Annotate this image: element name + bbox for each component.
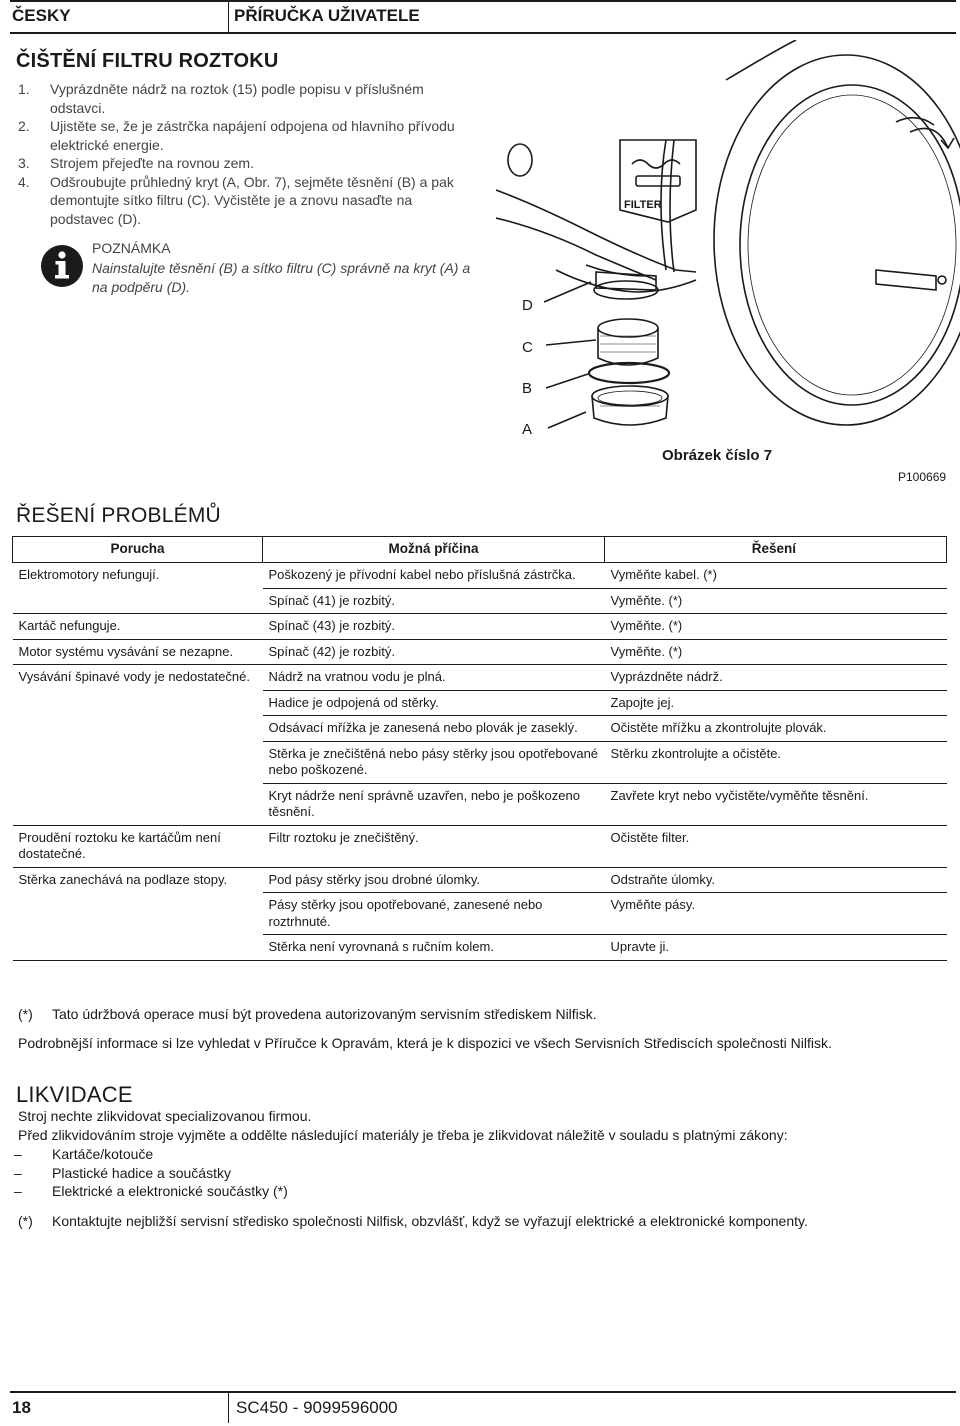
table-row xyxy=(13,893,947,935)
table-row xyxy=(13,665,947,691)
cell-cause: Kryt nádrže není správně uzavřen, nebo je poškozeno těsnění. xyxy=(263,783,605,825)
page-number: 18 xyxy=(12,1398,31,1417)
step-text: Strojem přejeďte na rovnou zem. xyxy=(50,155,254,171)
cell-fault: Stěrka zanechává na podlaze stopy. xyxy=(13,867,263,893)
cell-solution: Vyprázdněte nádrž. xyxy=(605,665,947,691)
filter-steps xyxy=(18,80,468,228)
footnote-mark: (*) xyxy=(18,1006,33,1022)
cell-solution: Upravte ji. xyxy=(605,935,947,961)
step-text: Odšroubujte průhledný kryt (A, Obr. 7), sejměte těsnění (B) a pak demontujte sítko filtru (C). Vyčistěte je a znovu nasaďte na podstavec (D). xyxy=(50,173,454,227)
list-item xyxy=(14,1164,288,1183)
info-icon xyxy=(40,244,84,288)
cell-cause: Spínač (41) je rozbitý. xyxy=(263,588,605,614)
footer-separator xyxy=(228,1393,229,1423)
step-text: Ujistěte se, že je zástrčka napájení odpojena od hlavního přívodu elektrické energie. xyxy=(50,118,455,153)
list-item-text: Plastické hadice a součástky xyxy=(52,1164,231,1181)
table-row xyxy=(13,716,947,742)
more-info-text: Podrobnější informace si lze vyhledat v Příručce k Opravám, která je k dispozici ve všech Servisních Střediscích společnosti Nilfisk. xyxy=(18,1035,832,1051)
col-header-cause: Možná příčina xyxy=(263,537,605,563)
header-rule xyxy=(10,0,956,2)
cell-fault: Kartáč nefunguje. xyxy=(13,614,263,640)
cell-fault: Proudění roztoku ke kartáčům není dostatečné. xyxy=(13,825,263,867)
table-row xyxy=(13,639,947,665)
figure-label-b: B xyxy=(522,380,533,397)
list-item xyxy=(14,1145,288,1164)
dash-bullet: – xyxy=(14,1183,22,1199)
table-row xyxy=(13,935,947,961)
figure-label-c: C xyxy=(522,339,533,356)
disposal-list xyxy=(14,1145,288,1201)
cell-solution: Zavřete kryt nebo vyčistěte/vyměňte těsnění. xyxy=(605,783,947,825)
cell-solution: Vyměňte. (*) xyxy=(605,588,947,614)
cell-fault xyxy=(13,783,263,825)
dash-bullet: – xyxy=(14,1164,22,1181)
wheel-small xyxy=(508,144,532,176)
cell-fault xyxy=(13,935,263,961)
step-item xyxy=(18,80,468,117)
table-row xyxy=(13,588,947,614)
col-header-solution: Řešení xyxy=(605,537,947,563)
cell-cause: Stěrka není vyrovnaná s ručním kolem. xyxy=(263,935,605,961)
cell-fault: Vysávání špinavé vody je nedostatečné. xyxy=(13,665,263,691)
disposal-note-mark: (*) xyxy=(18,1213,33,1229)
header-separator xyxy=(228,2,229,32)
filter-illustration xyxy=(496,40,960,440)
table-row xyxy=(13,741,947,783)
cell-cause: Spínač (43) je rozbitý. xyxy=(263,614,605,640)
list-item-text: Elektrické a elektronické součástky (*) xyxy=(52,1183,288,1199)
cell-solution: Vyměňte. (*) xyxy=(605,639,947,665)
step-item xyxy=(18,117,468,154)
cell-solution: Vyměňte pásy. xyxy=(605,893,947,935)
figure-label-d: D xyxy=(522,297,533,314)
cell-fault xyxy=(13,690,263,716)
table-row xyxy=(13,783,947,825)
disposal-line-1: Stroj nechte zlikvidovat specializovanou firmou. xyxy=(18,1108,312,1124)
table-header-row xyxy=(13,537,947,563)
note-title: POZNÁMKA xyxy=(92,240,171,256)
step-number: 1. xyxy=(18,81,30,97)
table-row xyxy=(13,614,947,640)
table-row xyxy=(13,867,947,893)
table-row xyxy=(13,825,947,867)
cell-cause: Pásy stěrky jsou opotřebované, zanesené nebo roztrhnuté. xyxy=(263,893,605,935)
header-manual-title: PŘÍRUČKA UŽIVATELE xyxy=(234,6,420,25)
filter-section-title: ČIŠTĚNÍ FILTRU ROZTOKU xyxy=(16,50,279,72)
footnote-text: Tato údržbová operace musí být provedena autorizovaným servisním střediskem Nilfisk. xyxy=(52,1006,597,1022)
list-item xyxy=(14,1182,288,1201)
cell-cause: Hadice je odpojená od stěrky. xyxy=(263,690,605,716)
cell-cause: Stěrka je znečištěná nebo pásy stěrky jsou opotřebované nebo poškozené. xyxy=(263,741,605,783)
disposal-line-2: Před zlikvidováním stroje vyjměte a oddělte následující materiály je třeba je zlikvidovat náležitě v souladu s platnými zákony: xyxy=(18,1126,788,1143)
disposal-title: LIKVIDACE xyxy=(16,1082,133,1107)
cell-cause: Nádrž na vratnou vodu je plná. xyxy=(263,665,605,691)
cell-cause: Odsávací mřížka je zanesená nebo plovák je zaseklý. xyxy=(263,716,605,742)
cell-solution: Zapojte jej. xyxy=(605,690,947,716)
footer-rule xyxy=(10,1391,956,1393)
cell-solution: Vyměňte. (*) xyxy=(605,614,947,640)
step-number: 4. xyxy=(18,173,30,190)
cell-cause: Poškozený je přívodní kabel nebo příslušná zástrčka. xyxy=(263,563,605,589)
figure-code: P100669 xyxy=(898,470,947,484)
dash-bullet: – xyxy=(14,1146,22,1162)
cell-fault: Motor systému vysávání se nezapne. xyxy=(13,639,263,665)
cell-fault xyxy=(13,741,263,783)
table-row xyxy=(13,563,947,589)
col-header-fault: Porucha xyxy=(13,537,263,563)
step-item xyxy=(18,154,468,173)
filter-word-label: FILTER xyxy=(624,199,662,211)
cell-fault xyxy=(13,893,263,935)
cell-solution: Vyměňte kabel. (*) xyxy=(605,563,947,589)
step-item xyxy=(18,173,468,229)
cell-cause: Spínač (42) je rozbitý. xyxy=(263,639,605,665)
disposal-text xyxy=(18,1107,788,1144)
table-row xyxy=(13,690,947,716)
cell-fault xyxy=(13,716,263,742)
cell-solution: Stěrku zkontrolujte a očistěte. xyxy=(605,741,947,783)
cell-solution: Odstraňte úlomky. xyxy=(605,867,947,893)
list-item-text: Kartáče/kotouče xyxy=(52,1146,154,1162)
figure-caption: Obrázek číslo 7 xyxy=(662,447,773,464)
wheel-inner xyxy=(740,85,960,405)
note-text: Nainstalujte těsnění (B) a sítko filtru (C) správně na kryt (A) a na podpěru (D). xyxy=(92,260,471,295)
disposal-note-text: Kontaktujte nejbližší servisní středisko společnosti Nilfisk, obzvlášť, když se vyřazují elektrické a elektronické komponenty. xyxy=(52,1213,808,1229)
header-language: ČESKY xyxy=(12,6,71,25)
cell-solution: Očistěte mřížku a zkontrolujte plovák. xyxy=(605,716,947,742)
troubleshooting-table xyxy=(12,536,947,961)
troubleshooting-title: ŘEŠENÍ PROBLÉMŮ xyxy=(16,504,221,527)
cell-cause: Pod pásy stěrky jsou drobné úlomky. xyxy=(263,867,605,893)
cell-cause: Filtr roztoku je znečištěný. xyxy=(263,825,605,867)
cell-fault xyxy=(13,588,263,614)
step-number: 3. xyxy=(18,155,30,171)
cell-solution: Očistěte filter. xyxy=(605,825,947,867)
header-rule-bottom xyxy=(10,32,956,34)
step-text: Vyprázdněte nádrž na roztok (15) podle popisu v příslušném odstavci. xyxy=(50,81,424,116)
cell-fault: Elektromotory nefungují. xyxy=(13,563,263,589)
figure-label-a: A xyxy=(522,421,533,438)
model-number: SC450 - 9099596000 xyxy=(236,1398,398,1417)
step-number: 2. xyxy=(18,118,30,134)
